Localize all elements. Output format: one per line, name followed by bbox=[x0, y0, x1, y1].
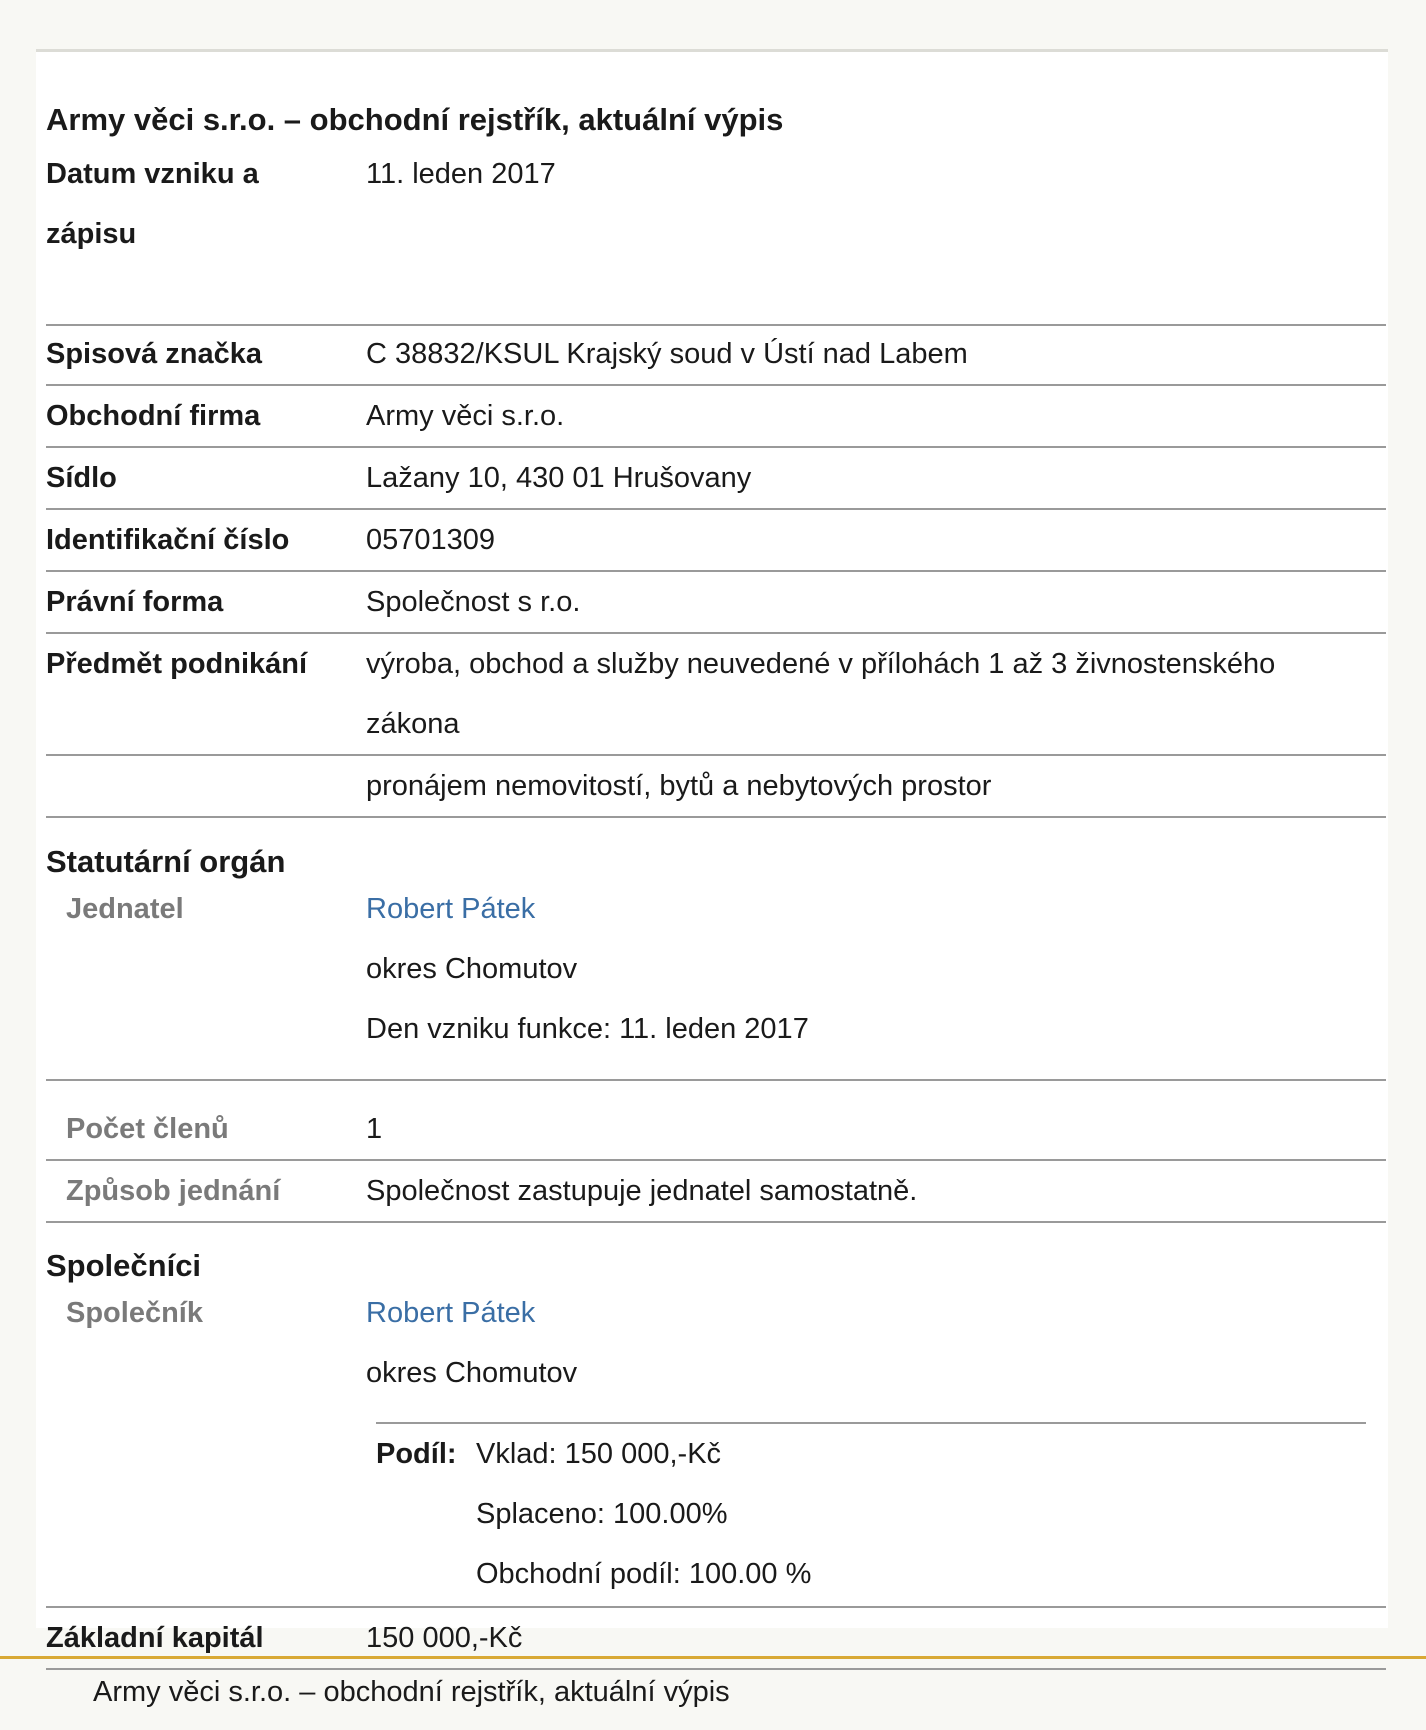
label-spisova: Spisová značka bbox=[46, 338, 262, 370]
label-predmet: Předmět podnikání bbox=[46, 648, 308, 680]
label-forma: Právní forma bbox=[46, 586, 224, 618]
label-jednatel: Jednatel bbox=[66, 893, 184, 925]
row-jednatel bbox=[46, 879, 1386, 1081]
value-ico: 05701309 bbox=[366, 524, 496, 556]
section-spolecnici: Společníci bbox=[46, 1248, 202, 1283]
label-pocet: Počet členů bbox=[66, 1113, 229, 1145]
label-datum: Datum vzniku a zápisu bbox=[46, 158, 259, 250]
register-card bbox=[36, 49, 1388, 1654]
footer-divider bbox=[0, 1656, 1426, 1659]
label-ico: Identifikační číslo bbox=[46, 524, 290, 556]
row-pocet bbox=[46, 1099, 1386, 1161]
row-spolecnik bbox=[46, 1283, 1386, 1608]
value-firma: Army věci s.r.o. bbox=[366, 400, 565, 432]
podil-obchodni: Obchodní podíl: 100.00 % bbox=[476, 1558, 812, 1590]
label-sidlo: Sídlo bbox=[46, 462, 117, 494]
row-forma bbox=[46, 572, 1386, 634]
podil-vklad: Vklad: 150 000,-Kč bbox=[476, 1438, 722, 1470]
section-statutarni: Statutární orgán bbox=[46, 844, 286, 879]
value-spisova: C 38832/KSUL Krajský soud v Ústí nad Labem bbox=[366, 338, 968, 370]
podil-details bbox=[476, 1424, 811, 1604]
label-spolecnik: Společník bbox=[66, 1297, 203, 1329]
jednatel-name-link[interactable]: Robert Pátek bbox=[366, 893, 536, 925]
value-spolecnik bbox=[366, 1283, 577, 1403]
value-datum: 11. leden 2017 bbox=[366, 158, 556, 190]
value-forma: Společnost s r.o. bbox=[366, 586, 581, 618]
row-firma bbox=[46, 386, 1386, 448]
value-predmet-2: pronájem nemovitostí, bytů a nebytových prostor bbox=[366, 770, 992, 802]
row-datum bbox=[46, 144, 1386, 326]
row-predmet bbox=[46, 634, 1386, 756]
jednatel-den: Den vzniku funkce: 11. leden 2017 bbox=[366, 1013, 809, 1045]
footer-text: Army věci s.r.o. – obchodní rejstřík, aktuální výpis bbox=[93, 1676, 730, 1708]
row-zpusob bbox=[46, 1161, 1386, 1223]
row-predmet-2 bbox=[46, 756, 1386, 818]
value-kapital: 150 000,-Kč bbox=[366, 1622, 523, 1654]
podil-label: Podíl: bbox=[376, 1438, 457, 1470]
label-zpusob: Způsob jednání bbox=[66, 1175, 281, 1207]
jednatel-okres: okres Chomutov bbox=[366, 953, 578, 985]
row-spisova bbox=[46, 324, 1386, 386]
spolecnik-okres: okres Chomutov bbox=[366, 1357, 578, 1389]
value-jednatel bbox=[366, 879, 809, 1059]
podil-splaceno: Splaceno: 100.00% bbox=[476, 1498, 728, 1530]
row-sidlo bbox=[46, 448, 1386, 510]
value-zpusob: Společnost zastupuje jednatel samostatně. bbox=[366, 1175, 918, 1207]
label-kapital: Základní kapitál bbox=[46, 1622, 264, 1654]
value-sidlo: Lažany 10, 430 01 Hrušovany bbox=[366, 462, 752, 494]
label-firma: Obchodní firma bbox=[46, 400, 261, 432]
value-predmet-1: výroba, obchod a služby neuvedené v přílohách 1 až 3 živnostenského zákona bbox=[366, 648, 1276, 740]
page-title: Army věci s.r.o. – obchodní rejstřík, aktuální výpis bbox=[46, 102, 784, 137]
row-kapital bbox=[46, 1608, 1386, 1670]
value-pocet: 1 bbox=[366, 1113, 383, 1145]
spolecnik-name-link[interactable]: Robert Pátek bbox=[366, 1297, 536, 1329]
row-ico bbox=[46, 510, 1386, 572]
